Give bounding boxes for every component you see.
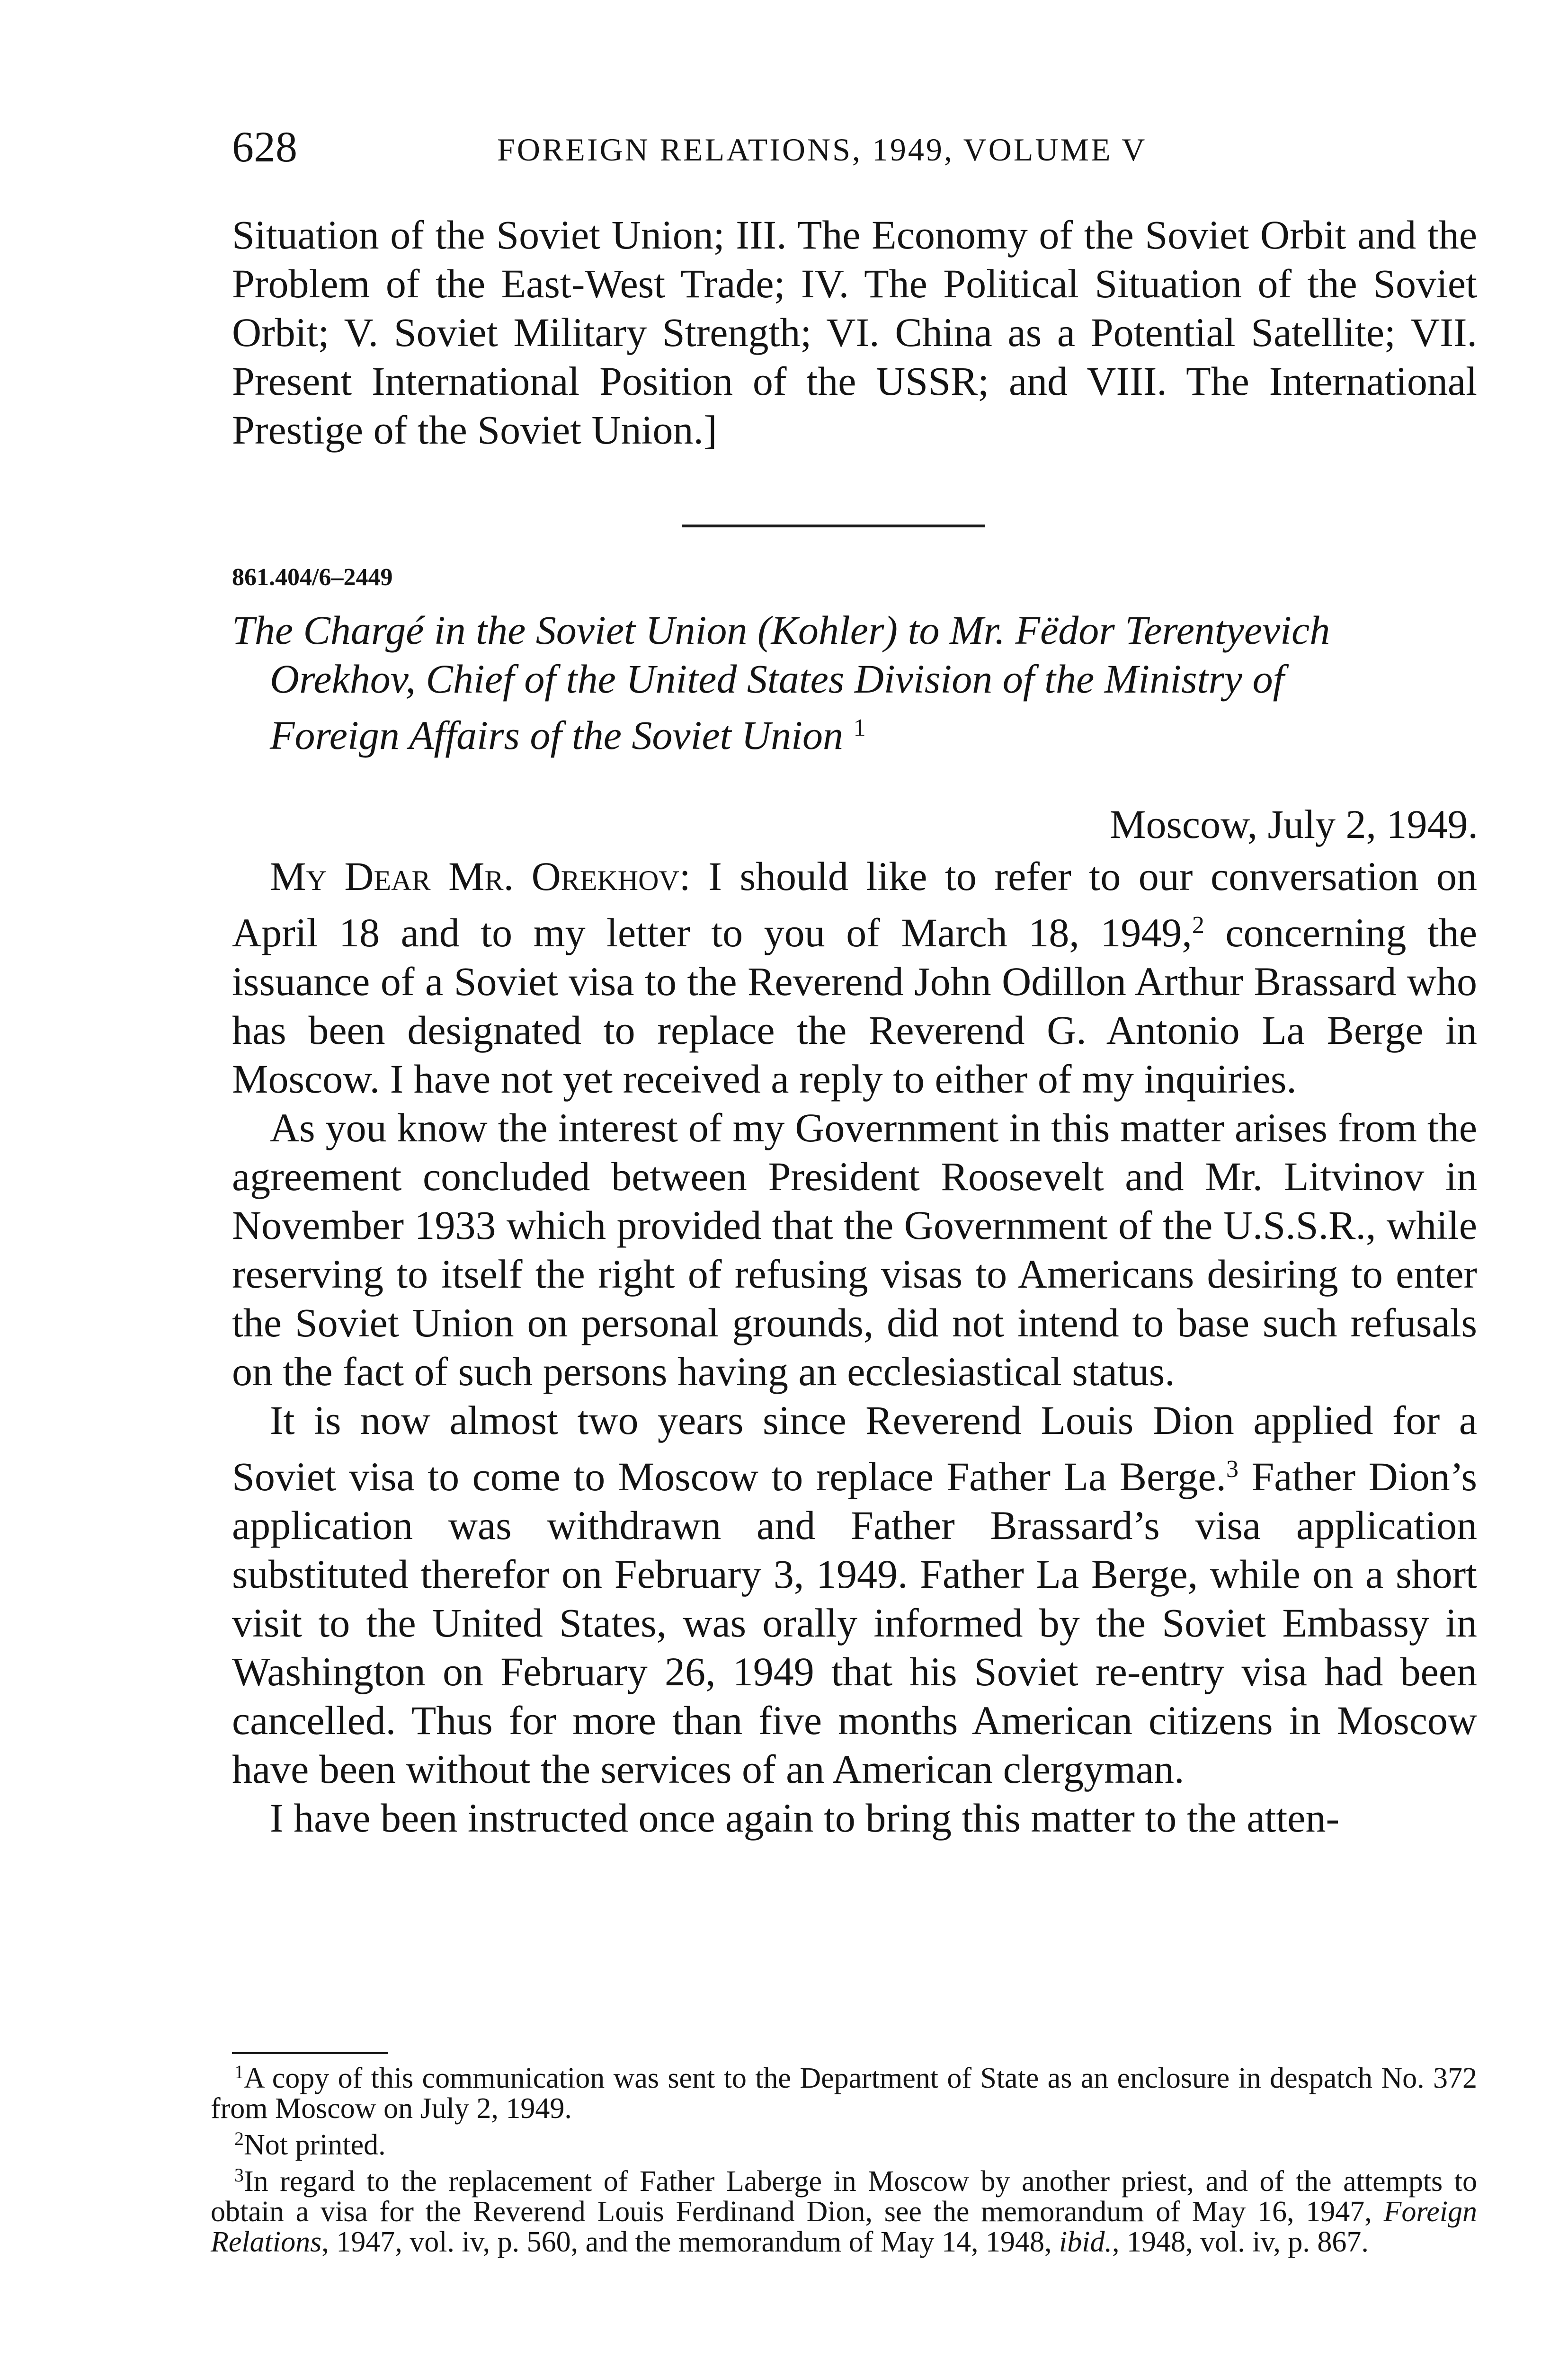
footnote-3-text-a: In regard to the replacement of Father Laberge in Moscow by another priest, and of the attempts to obtain a visa for the Reverend Louis Ferdinand Dion, see the memorandum of May 16, 1947, — [211, 2165, 1477, 2228]
letter-paragraph-3 — [232, 1396, 1477, 1794]
footnote-1 — [211, 2057, 1477, 2124]
footnote-1-marker: 1 — [234, 2061, 244, 2082]
footnote-3-text-c: , 1948, vol. iv, p. 867. — [1112, 2226, 1369, 2258]
title-line-3: Foreign Affairs of the Soviet Union — [270, 712, 844, 758]
para1-text-a: I should like to refer to our conversation on April 18 and to my letter to you of March 18, 1949, — [232, 854, 1477, 955]
salutation: My Dear Mr. Orekhov: — [270, 854, 691, 899]
para3-text-b: Father Dion’s application was withdrawn and Father Brassard’s visa application substituted therefor on February 3, 1949. Father La Berge, while on a short visit to the United States, was orally informed by the Soviet Embassy in Washington on February 26, 1949 that his Soviet re-entry visa had been cancelled. Thus for more than five months American citizens in Moscow have been without the services of an American clergyman. — [232, 1454, 1477, 1792]
para1-text-b: concerning the issuance of a Soviet visa to the Reverend John Odillon Arthur Brassard who has been designated to replace the Reverend G. Antonio La Berge in Moscow. I have not yet received a reply to either of my inquiries. — [232, 910, 1478, 1102]
file-number: 861.404/6–2449 — [232, 564, 393, 591]
title-line-3-wrapper — [232, 703, 1477, 760]
footnote-3-italic-1: Foreign Relations — [211, 2196, 1477, 2258]
letter-paragraph-4: I have been instructed once again to bring this matter to the atten- — [270, 1795, 1340, 1841]
footnote-ref-3: 3 — [1226, 1456, 1238, 1483]
footnote-3-italic-2: ibid. — [1059, 2226, 1112, 2258]
letter-paragraph-1 — [232, 852, 1477, 1103]
continuation-paragraph — [232, 211, 1477, 454]
running-head: FOREIGN RELATIONS, 1949, VOLUME V — [497, 132, 1147, 168]
footnote-2 — [211, 2124, 1477, 2160]
letter-body — [232, 852, 1477, 1842]
page-number: 628 — [232, 123, 297, 171]
dateline: Moscow, July 2, 1949. — [1110, 801, 1478, 847]
continuation-text: Situation of the Soviet Union; III. The Economy of the Soviet Orbit and the Problem of the East-West Trade; IV. The Political Situation of the Soviet Orbit; V. Soviet Military Strength; VI. China as a Potential Satellite; VII. Present International Position of the USSR; and VIII. The International Prestige of the Soviet Union.] — [232, 212, 1477, 453]
footnote-1-text: A copy of this communication was sent to the Department of State as an enclosure in despatch No. 372 from Moscow on July 2, 1949. — [211, 2062, 1477, 2125]
para3-text-a: It is now almost two years since Reverend Louis Dion applied for a Soviet visa to come to Moscow to replace Father La Berge. — [232, 1397, 1477, 1499]
footnote-2-text: Not printed. — [244, 2129, 386, 2161]
title-footnote-ref: 1 — [853, 714, 866, 741]
footnotes — [211, 2057, 1477, 2257]
footnote-ref-2: 2 — [1192, 912, 1204, 939]
title-line-2: Orekhov, Chief of the United States Division of the Ministry of — [270, 656, 1284, 702]
footnote-divider — [232, 2052, 388, 2054]
letter-paragraph-2: As you know the interest of my Government in this matter arises from the agreement concluded between President Roosevelt and Mr. Litvinov in November 1933 which provided that the Government of the U.S.S.R., while reserving to itself the right of refusing visas to Americans desiring to enter the Soviet Union on personal grounds, did not intend to base such refusals on the fact of such persons having an ecclesiastical status. — [232, 1105, 1477, 1394]
document-title — [232, 606, 1477, 760]
footnote-3-marker: 3 — [234, 2164, 244, 2186]
footnote-3-text-b: , 1947, vol. iv, p. 560, and the memorandum of May 14, 1948, — [321, 2226, 1052, 2258]
footnote-3 — [211, 2160, 1477, 2257]
section-divider — [682, 525, 985, 527]
page-header — [232, 121, 1221, 173]
footnote-2-marker: 2 — [234, 2128, 244, 2149]
title-line-1: The Chargé in the Soviet Union (Kohler) to Mr. Fëdor Terentyevich — [232, 607, 1330, 653]
